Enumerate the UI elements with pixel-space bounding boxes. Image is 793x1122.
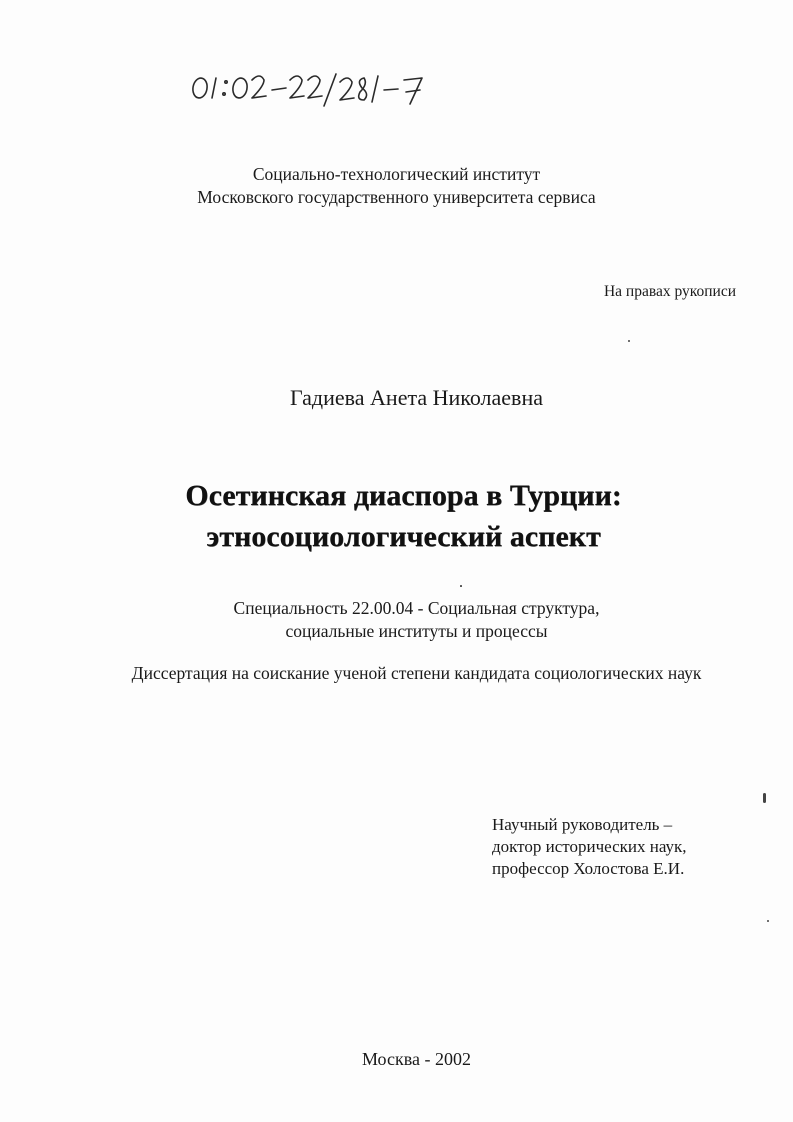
supervisor-line-3: профессор Холостова Е.И.	[492, 859, 685, 878]
supervisor-line-1: Научный руководитель –	[492, 815, 673, 834]
degree-statement: Диссертация на соискание ученой степени кандидата социологических наук	[131, 663, 702, 683]
specialty-line-2: социальные институты и процессы	[285, 621, 548, 641]
manuscript-rights-note: На правах рукописи	[603, 283, 736, 300]
scan-speck	[460, 585, 462, 587]
scan-speck	[628, 340, 630, 342]
handwritten-catalog-number	[186, 60, 486, 120]
institute-name-line-1: Социально-технологический институт	[252, 164, 541, 184]
specialty-line-1: Специальность 22.00.04 - Социальная структура,	[233, 598, 600, 618]
scan-speck	[767, 920, 769, 922]
supervisor-line-2: доктор исторических наук,	[492, 837, 687, 856]
handwritten-code-drawing	[186, 60, 486, 120]
author-name: Гадиева Анета Николаевна	[290, 385, 543, 410]
dissertation-title-line-1: Осетинская диаспора в Турции:	[185, 479, 622, 512]
scan-speck	[763, 793, 766, 803]
city-and-year: Москва - 2002	[362, 1049, 471, 1069]
institute-name-line-2: Московского государственного университета сервиса	[197, 187, 596, 207]
dissertation-title-line-2: этносоциологический аспект	[206, 520, 601, 553]
